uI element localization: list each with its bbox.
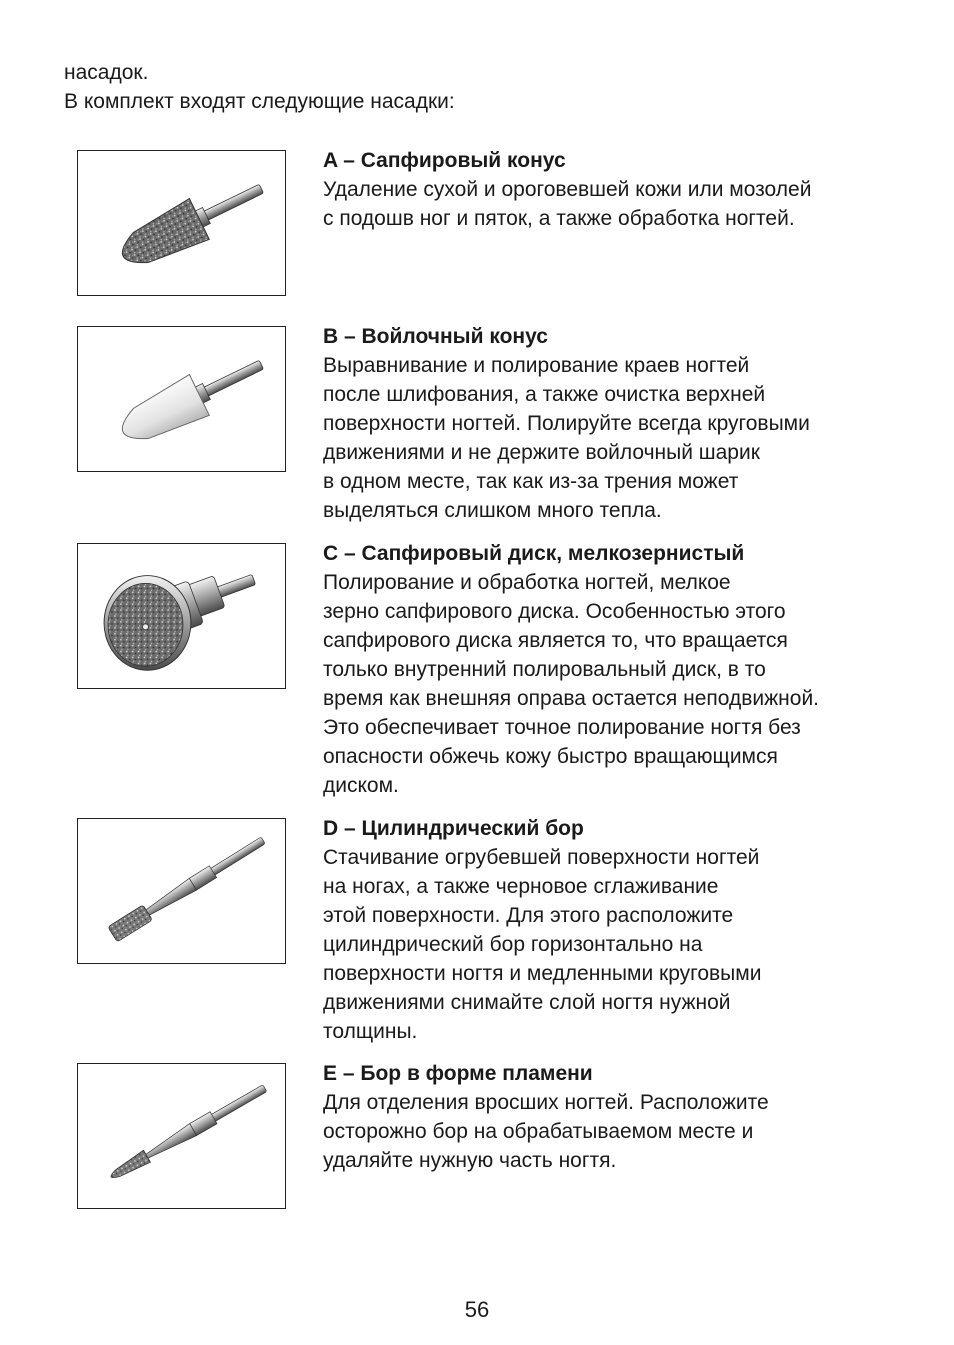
item-line: этой поверхности. Для этого расположите (323, 904, 734, 927)
attachment-d (323, 814, 923, 1046)
item-title: D – Цилиндрический бор (323, 817, 584, 840)
sapphire-disc-icon (77, 543, 286, 689)
item-line: удаляйте нужную часть ногтя. (323, 1149, 617, 1172)
sapphire-cone-icon (77, 150, 286, 296)
item-line: Для отделения вросших ногтей. Расположите (323, 1091, 769, 1114)
item-line: движениями и не держите войлочный шарик (323, 441, 760, 464)
item-line: Выравнивание и полирование краев ногтей (323, 354, 750, 377)
item-line: поверхности ногтя и медленными круговыми (323, 962, 762, 985)
attachment-e (323, 1059, 923, 1175)
item-line: на ногах, а также черновое сглаживание (323, 875, 719, 898)
item-line: после шлифования, а также очистка верхней (323, 383, 766, 406)
item-line: движениями снимайте слой ногтя нужной (323, 991, 731, 1014)
item-line: зерно сапфирового диска. Особенностью этого (323, 600, 786, 623)
attachment-b (323, 322, 923, 525)
item-line: Полирование и обработка ногтей, мелкое (323, 571, 731, 594)
intro-text (64, 58, 455, 116)
felt-cone-icon (77, 326, 286, 472)
item-title: E – Бор в форме пламени (323, 1062, 593, 1085)
item-line: сапфирового диска является то, что вращается (323, 629, 788, 652)
item-line: время как внешняя оправа остается неподвижной. (323, 687, 820, 710)
item-line: с подошв ног и пяток, а также обработка ногтей. (323, 207, 795, 230)
intro-line: насадок. (64, 61, 149, 84)
item-line: Стачивание огрубевшей поверхности ногтей (323, 846, 760, 869)
item-line: только внутренний полировальный диск, в то (323, 658, 766, 681)
item-title: A – Сапфировый конус (323, 149, 566, 172)
item-line: в одном месте, так как из-за трения может (323, 470, 739, 493)
item-line: диском. (323, 774, 399, 797)
attachment-c (323, 539, 923, 800)
item-line: осторожно бор на обрабатываемом месте и (323, 1120, 754, 1143)
page-number: 56 (464, 1297, 490, 1322)
item-line: поверхности ногтей. Полируйте всегда круговыми (323, 412, 810, 435)
intro-line: В комплект входят следующие насадки: (64, 90, 455, 113)
item-line: толщины. (323, 1020, 418, 1043)
cylinder-bur-icon (77, 818, 286, 964)
item-line: цилиндрический бор горизонтально на (323, 933, 703, 956)
item-line: выделяться слишком много тепла. (323, 499, 662, 522)
item-line: Удаление сухой и ороговевшей кожи или мозолей (323, 178, 812, 201)
attachment-a (323, 146, 923, 233)
item-line: опасности обжечь кожу быстро вращающимся (323, 745, 778, 768)
item-line: Это обеспечивает точное полирование ногтя без (323, 716, 801, 739)
item-title: B – Войлочный конус (323, 325, 548, 348)
item-title: C – Сапфировый диск, мелкозернистый (323, 542, 745, 565)
flame-bur-icon (77, 1063, 286, 1209)
